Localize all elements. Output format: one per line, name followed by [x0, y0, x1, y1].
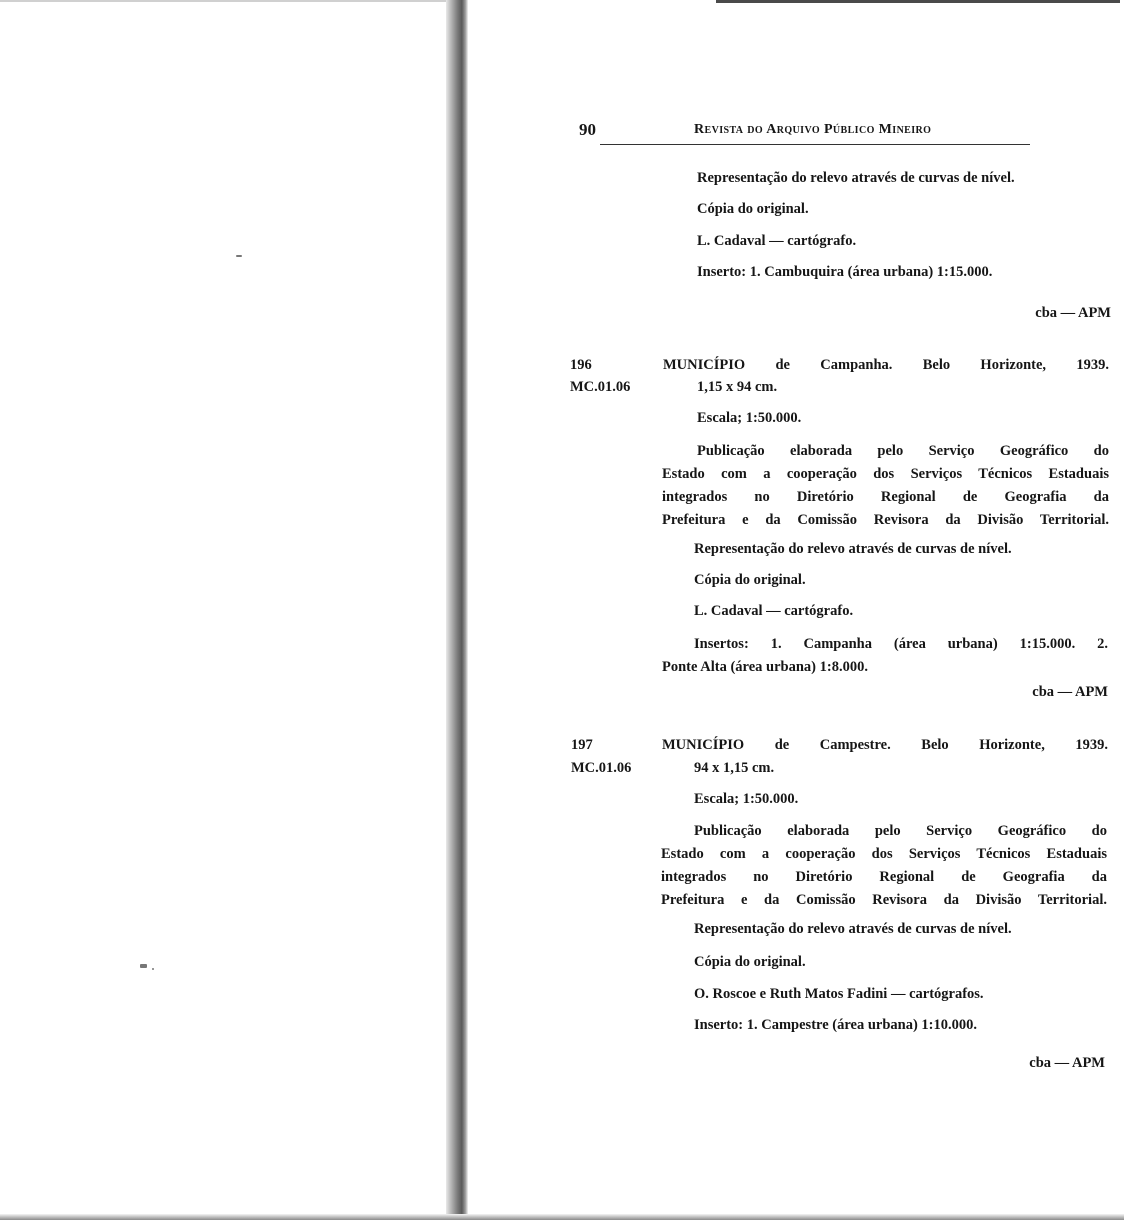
- entry-relief: Representação do relevo através de curvas de nível.: [694, 921, 1012, 937]
- entry-number: 196: [570, 357, 592, 373]
- entry-insets-cont: Ponte Alta (área urbana) 1:8.000.: [662, 659, 868, 675]
- scan-speck: [140, 964, 147, 968]
- scan-edge-top-right: [716, 0, 1120, 3]
- scan-speck: [152, 968, 154, 970]
- entry-cartographer: L. Cadaval — cartógrafo.: [694, 603, 854, 619]
- entry-publication-line: Prefeitura e da Comissão Revisora da Divisão Territorial.: [661, 892, 1107, 908]
- entry-cartographer: O. Roscoe e Ruth Matos Fadini — cartógrafos.: [694, 986, 984, 1002]
- page-number: 90: [579, 120, 596, 139]
- scan-speck: [236, 255, 242, 257]
- entry-publication-line: Publicação elaborada pelo Serviço Geográfico do: [694, 823, 1107, 839]
- entry-insets: Insertos: 1. Campanha (área urbana) 1:15.000. 2.: [694, 636, 1108, 652]
- entry-code: MC.01.06: [570, 379, 631, 395]
- running-title: Revista do Arquivo Público Mineiro: [694, 122, 932, 137]
- entry-copy: Cópia do original.: [694, 954, 806, 970]
- entry-code: MC.01.06: [571, 760, 632, 776]
- entry-copy: Cópia do original.: [694, 572, 806, 588]
- continuation-relief: Representação do relevo através de curvas de nível.: [697, 170, 1015, 186]
- entry-scale: Escala; 1:50.000.: [697, 410, 802, 426]
- entry-publication-line: Prefeitura e da Comissão Revisora da Divisão Territorial.: [662, 512, 1109, 528]
- entry-title: MUNICÍPIO de Campestre. Belo Horizonte, 1939.: [662, 737, 1108, 753]
- continuation-cartographer: L. Cadaval — cartógrafo.: [697, 233, 857, 249]
- entry-credit: cba — APM: [1032, 684, 1108, 700]
- entry-publication-line: Estado com a cooperação dos Serviços Técnicos Estaduais: [662, 466, 1109, 482]
- entry-credit: cba — APM: [1029, 1055, 1105, 1071]
- continuation-inset: Inserto: 1. Cambuquira (área urbana) 1:15.000.: [697, 264, 993, 280]
- entry-title: MUNICÍPIO de Campanha. Belo Horizonte, 1939.: [663, 357, 1109, 373]
- entry-publication-line: Publicação elaborada pelo Serviço Geográfico do: [697, 443, 1109, 459]
- book-gutter-shadow: [446, 0, 468, 1220]
- scan-edge-top-left: [0, 0, 446, 2]
- entry-publication-line: integrados no Diretório Regional de Geografia da: [661, 869, 1107, 885]
- continuation-credit: cba — APM: [1035, 305, 1111, 321]
- header-rule: [600, 144, 1030, 145]
- continuation-copy: Cópia do original.: [697, 201, 809, 217]
- entry-publication-line: Estado com a cooperação dos Serviços Técnicos Estaduais: [661, 846, 1107, 862]
- entry-insets: Inserto: 1. Campestre (área urbana) 1:10.000.: [694, 1017, 977, 1033]
- entry-publication-line: integrados no Diretório Regional de Geografia da: [662, 489, 1109, 505]
- entry-number: 197: [571, 737, 593, 753]
- entry-relief: Representação do relevo através de curvas de nível.: [694, 541, 1012, 557]
- entry-dimensions: 1,15 x 94 cm.: [697, 379, 778, 395]
- entry-dimensions: 94 x 1,15 cm.: [694, 760, 775, 776]
- entry-scale: Escala; 1:50.000.: [694, 791, 799, 807]
- scan-edge-bottom: [0, 1214, 1124, 1220]
